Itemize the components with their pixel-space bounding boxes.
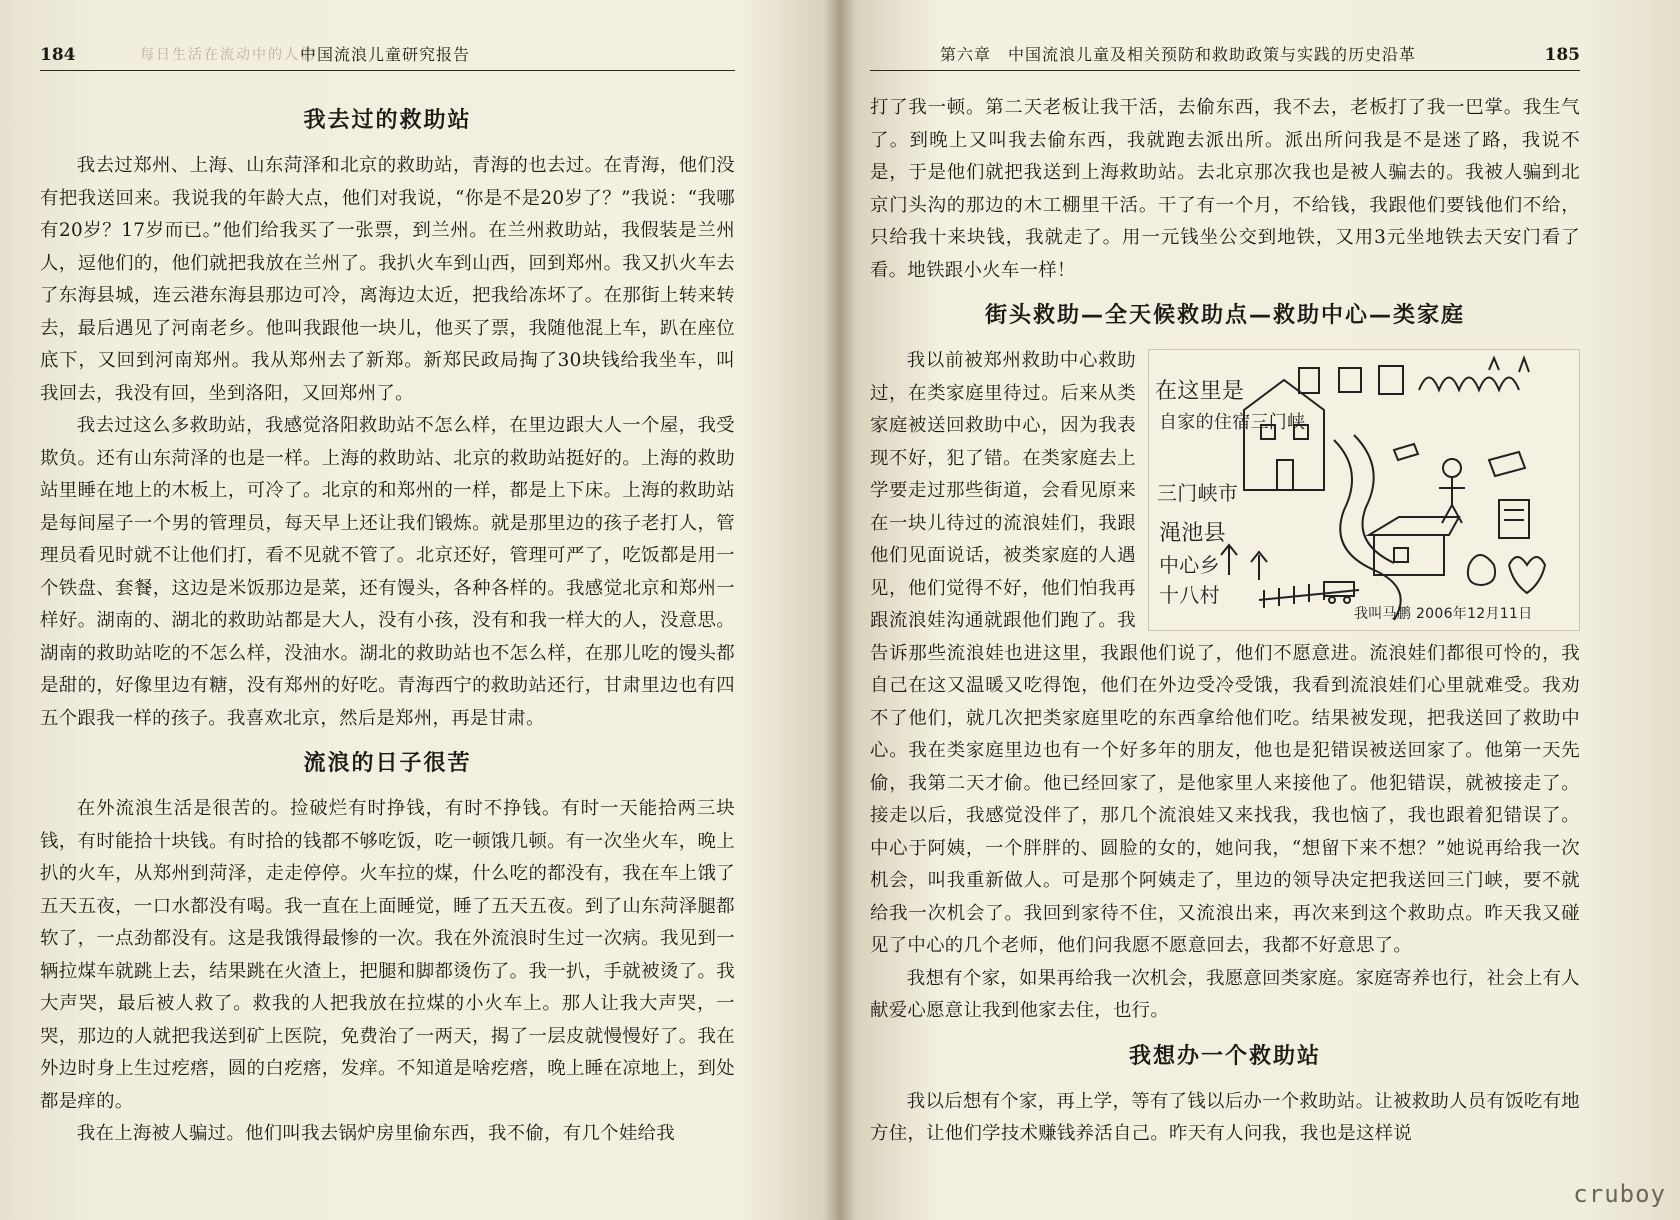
left-running-header — [40, 40, 735, 71]
paragraph: 我想有个家，如果再给我一次机会，我愿意回类家庭。家庭寄养也行，社会上有人献爱心愿意让我到他家去住，也行。 — [870, 967, 1580, 1021]
paragraph: 在外流浪生活是很苦的。捡破烂有时挣钱，有时不挣钱。有时一天能拾两三块钱，有时能拾十块钱。有时拾的钱都不够吃饭，吃一顿饿几顿。有一次坐火车，晚上扒的火车，从郑州到菏泽，走走停停。火车拉的煤，什么吃的都没有，我在车上饿了五天五夜，一口水都没有喝。我一直在上面睡觉，睡了五天五夜。到了山东菏泽腿都软了，一点劲都没有。这是我饿得最惨的一次。我在外流浪时生过一次病。我见到一辆拉煤车就跳上去，结果跳在火渣上，把腿和脚都烫伤了。我一扒，手就被烫了。我大声哭，最后被人救了。救我的人把我放在拉煤的小火车上。那人让我大声哭，一哭，那边的人就把我送到矿上医院，免费治了一两天，揭了一层皮就慢慢好了。我在外边时身上生过疙瘩，圆的白疙瘩，发痒。不知道是啥疙瘩，晚上睡在凉地上，到处都是痒的。 — [40, 798, 735, 1112]
right-page-content — [870, 92, 1580, 1151]
section-heading: 流浪的日子很苦 — [303, 751, 472, 776]
right-running-title: 第六章 中国流浪儿童及相关预防和救助政策与实践的历史沿革 — [940, 45, 1417, 64]
section-heading: 街头救助—全天候救助点—救助中心—类家庭 — [984, 303, 1465, 328]
handwriting-line: 自家的住宿三门峡 — [1159, 412, 1306, 433]
watermark: cruboy — [1573, 1180, 1666, 1208]
paragraph: 我去过这么多救助站，我感觉洛阳救助站不怎么样，在里边跟大人一个屋，我受欺负。还有山东菏泽的也是一样。上海的救助站、北京的救助站挺好的。上海的救助站里睡在地上的木板上，可冷了。北京的和郑州的一样，都是上下床。上海的救助站是每间屋子一个男的管理员，每天早上还让我们锻炼。就是那里边的孩子老打人，管理员看见时就不让他们打，看不见就不管了。北京还好，管理可严了，吃饭都是用一个铁盘、套餐，这边是米饭那边是菜，还有馒头，各种各样的。我感觉北京和郑州一样好。湖南的、湖北的救助站都是大人，没有小孩，没有和我一样大的人，没意思。湖南的救助站吃的不怎么样，没油水。湖北的救助站也不怎么样，在那儿吃的馒头都是甜的，好像里边有糖，没有郑州的好吃。青海西宁的救助站还行，甘肃里边也有四五个跟我一样的孩子。我喜欢北京，然后是郑州，再是甘肃。 — [40, 415, 735, 729]
bleed-through-text: 每日生活在流动中的人们 — [140, 47, 316, 63]
handwriting-line: 中心乡 — [1159, 553, 1220, 577]
left-page-number: 184 — [40, 45, 76, 65]
handwriting-line: 三门峡市 — [1157, 481, 1239, 505]
section-heading: 我想办一个救助站 — [1128, 1043, 1321, 1069]
paragraph: 我在上海被人骗过。他们叫我去锅炉房里偷东西，我不偷，有几个娃给我 — [76, 1123, 675, 1144]
right-running-header — [870, 40, 1580, 71]
handwriting-line: 在这里是 — [1155, 379, 1245, 404]
handwriting-line: 渑池县 — [1159, 521, 1226, 546]
right-page — [830, 0, 1680, 1220]
right-page-number: 185 — [1544, 45, 1580, 65]
continuation-paragraph: 打了我一顿。第二天老板让我干活，去偷东西，我不去，老板打了我一巴掌。我生气了。到晚上又叫我去偷东西，我就跑去派出所。派出所问我是不是迷了路，我说不是，于是他们就把我送到上海救助站。去北京那次我也是被人骗去的。我被人骗到北京门头沟的那边的木工棚里干活。干了有一个月，不给钱，我跟他们要钱他们不给，只给我十来块钱，我就走了。用一元钱坐公交到地铁，又用3元坐地铁去天安门看了看。地铁跟小火车一样！ — [870, 97, 1580, 281]
left-running-title: 中国流浪儿童研究报告 — [300, 45, 471, 64]
paragraph-text: 我以前被郑州救助中心救助过，在类家庭里待过。后来从类家庭被送回救助中心，因为我表现不好，犯了错。在类家庭去上学要走过那些街道，会看见原来在一块儿待过的流浪娃们，我跟他们见面说话，被类家庭的人遇见，他们觉得不好，他们怕我再跟流浪娃沟通就跟他们跑了。我告诉那些流浪娃也进这里，我跟他们说了，他们不愿意进。流浪娃们都很可怜的，我自己在这又温暖又吃得饱，他们在外边受冷受饿，我看到流浪娃们心里就难受。我劝不了他们，就几次把类家庭里吃的东西拿给他们吃。结果被发现，把我送回了救助中心。我在类家庭里边也有一个好多年的朋友，他也是犯错误被送回家了。他第一天先偷，我第二天才偷。他已经回家了，是他家里人来接他了。他犯错误，就被接走了。接走以后，我感觉没伴了，那几个流浪娃又来找我，我也恼了，我也跟着犯错误了。中心于阿姨，一个胖胖的、圆脸的女的，她问我，“想留下来不想？”她说再给我一次机会，叫我重新做人。可是那个阿姨走了，里边的领导决定把我送回三门峡，要不就给我一次机会了。我回到家待不住，又流浪出来，再次来到这个救助点。昨天我又碰见了中心的几个老师，他们问我愿不愿意回去，我都不好意思了。 — [870, 350, 1580, 956]
section-heading: 我去过的救助站 — [303, 108, 472, 133]
left-page-content — [40, 92, 735, 1151]
paragraph: 我以后想有个家，再上学，等有了钱以后办一个救助站。让被救助人员有饭吃有地方住，让他们学技术赚钱养活自己。昨天有人问我，我也是这样说 — [870, 1090, 1580, 1144]
child-drawing-figure — [1148, 349, 1580, 631]
left-page — [0, 0, 800, 1220]
paragraph: 我去过郑州、上海、山东菏泽和北京的救助站，青海的也去过。在青海，他们没有把我送回来。我说我的年龄大点，他们对我说，“你是不是20岁了？”我说：“我哪有20岁？17岁而已。”他们给我买了一张票，到兰州。在兰州救助站，我假装是兰州人，逗他们的，他们就把我放在兰州了。我扒火车到山西，回到郑州。我又扒火车去了东海县城，连云港东海县那边可冷，离海边太近，把我给冻坏了。在那街上转来转去，最后遇见了河南老乡。他叫我跟他一块儿，他买了票，我随他混上车，趴在座位底下，又回到河南郑州。我从郑州去了新郑。新郑民政局掏了30块钱给我坐车，叫我回去，我没有回，坐到洛阳，又回郑州了。 — [40, 155, 735, 404]
handwriting-line: 十八村 — [1159, 583, 1220, 607]
paragraph-with-figure — [870, 345, 1580, 963]
drawing-caption: 我叫马鹏 2006年12月11日 — [1354, 606, 1533, 622]
child-drawing-svg — [1149, 350, 1579, 630]
